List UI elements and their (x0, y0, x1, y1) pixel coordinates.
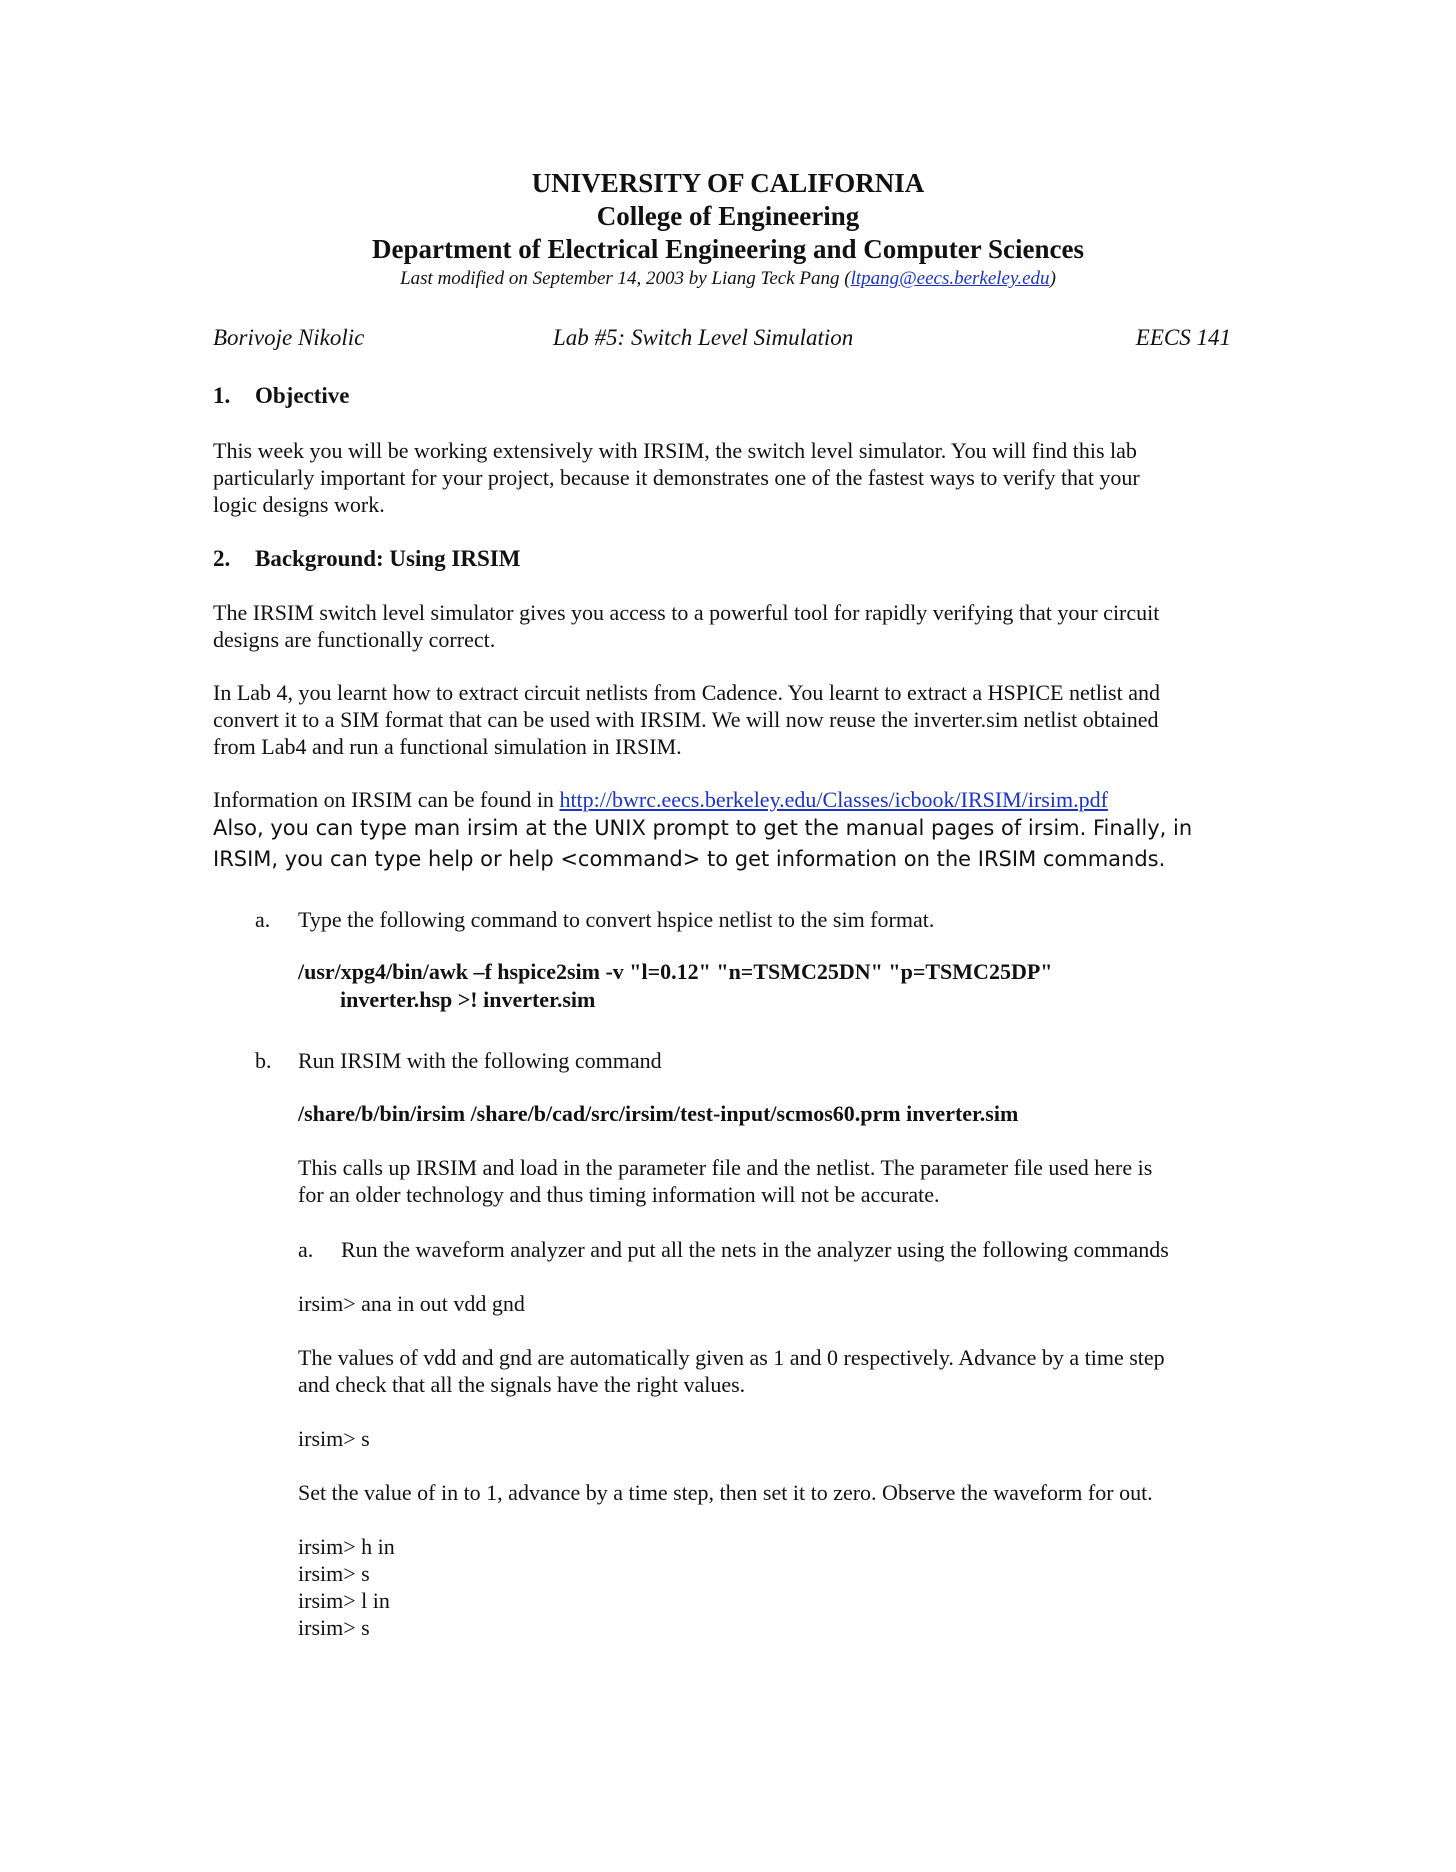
step-text: Type the following command to convert hspice netlist to the sim format. (298, 907, 935, 932)
step-command (298, 1425, 370, 1452)
irsim-run-command (298, 1100, 1018, 1128)
instructor-name: Borivoje Nikolic (213, 325, 365, 350)
command-line: irsim> h in (298, 1534, 395, 1559)
paragraph-line: IRSIM, you can type help or help <command> to get information on the IRSIM commands. (213, 847, 1166, 871)
step-marker: a. (298, 1237, 314, 1262)
paragraph-line: In Lab 4, you learnt how to extract circuit netlists from Cadence. You learnt to extract a HSPICE netlist and (213, 680, 1160, 705)
paragraph-line: Also, you can type man irsim at the UNIX prompt to get the manual pages of irsim. Finally, in (213, 816, 1193, 840)
step-text: Run the waveform analyzer and put all the nets in the analyzer using the following commands (341, 1237, 1169, 1262)
college-title: College of Engineering (596, 201, 860, 231)
paragraph-line: convert it to a SIM format that can be used with IRSIM. We will now reuse the inverter.sim netlist obtained (213, 707, 1159, 732)
command-line: /share/b/bin/irsim /share/b/cad/src/irsim/test-input/scmos60.prm inverter.sim (298, 1101, 1019, 1126)
course-code: EECS 141 (1135, 325, 1231, 350)
step-marker: b. (255, 1048, 272, 1073)
command-line: irsim> ana in out vdd gnd (298, 1291, 525, 1316)
command-line: inverter.hsp >! inverter.sim (340, 987, 596, 1012)
command-line: irsim> s (298, 1561, 370, 1586)
paragraph-line: designs are functionally correct. (213, 627, 496, 652)
command-line: /usr/xpg4/bin/awk –f hspice2sim -v "l=0.12" "n=TSMC25DN" "p=TSMC25DP" (298, 959, 1053, 984)
paragraph-line: for an older technology and thus timing information will not be accurate. (298, 1182, 940, 1207)
paragraph-line (213, 786, 1233, 813)
section-number: 2. (213, 546, 231, 571)
section-number: 1. (213, 383, 231, 408)
step-text: Run IRSIM with the following command (298, 1048, 662, 1073)
background-paragraph-2 (213, 679, 1233, 760)
background-paragraph-3 (213, 786, 1233, 874)
department-title: Department of Electrical Engineering and Computer Sciences (372, 234, 1084, 264)
values-note-paragraph (298, 1344, 1238, 1398)
author-email-link[interactable]: ltpang@eecs.berkeley.edu (850, 268, 1050, 289)
paragraph-line: and check that all the signals have the right values. (298, 1372, 746, 1397)
paragraph-line: The values of vdd and gnd are automatically given as 1 and 0 respectively. Advance by a time step (298, 1345, 1165, 1370)
objective-paragraph (213, 437, 1233, 518)
section-title: Objective (255, 383, 350, 408)
irsim-manual-link[interactable]: http://bwrc.eecs.berkeley.edu/Classes/icbook/IRSIM/irsim.pdf (559, 787, 1108, 812)
toggle-commands (298, 1533, 395, 1641)
university-title: UNIVERSITY OF CALIFORNIA (531, 168, 925, 198)
paragraph-line: logic designs work. (213, 492, 385, 517)
paragraph-line: The IRSIM switch level simulator gives you access to a powerful tool for rapidly verifying that your circuit (213, 600, 1160, 625)
paragraph-line: particularly important for your project, because it demonstrates one of the fastest ways to verify that your (213, 465, 1140, 490)
paragraph-line: from Lab4 and run a functional simulation in IRSIM. (213, 734, 682, 759)
irsim-note-paragraph (298, 1154, 1238, 1208)
paragraph-line: This calls up IRSIM and load in the parameter file and the netlist. The parameter file used here is (298, 1155, 1153, 1180)
modified-prefix: Last modified on September 14, 2003 by Liang Teck Pang ( (400, 268, 851, 289)
set-value-paragraph (298, 1479, 1238, 1506)
paragraph-line: This week you will be working extensively with IRSIM, the switch level simulator. You will find this lab (213, 438, 1137, 463)
background-paragraph-1 (213, 599, 1233, 653)
paragraph-line: Set the value of in to 1, advance by a time step, then set it to zero. Observe the waveform for out. (298, 1480, 1153, 1505)
hspice2sim-command (298, 958, 1052, 1014)
last-modified-line (0, 268, 1456, 290)
modified-suffix: ) (1049, 268, 1056, 289)
command-line: irsim> s (298, 1615, 370, 1640)
info-prefix: Information on IRSIM can be found in (213, 787, 560, 812)
command-line: irsim> s (298, 1426, 370, 1451)
command-line: irsim> l in (298, 1588, 390, 1613)
section-title: Background: Using IRSIM (255, 546, 521, 571)
section-heading-background (213, 546, 520, 572)
ana-command (298, 1290, 525, 1317)
lab-title: Lab #5: Switch Level Simulation (553, 325, 854, 350)
step-marker: a. (255, 907, 271, 932)
section-heading-objective (213, 383, 350, 409)
